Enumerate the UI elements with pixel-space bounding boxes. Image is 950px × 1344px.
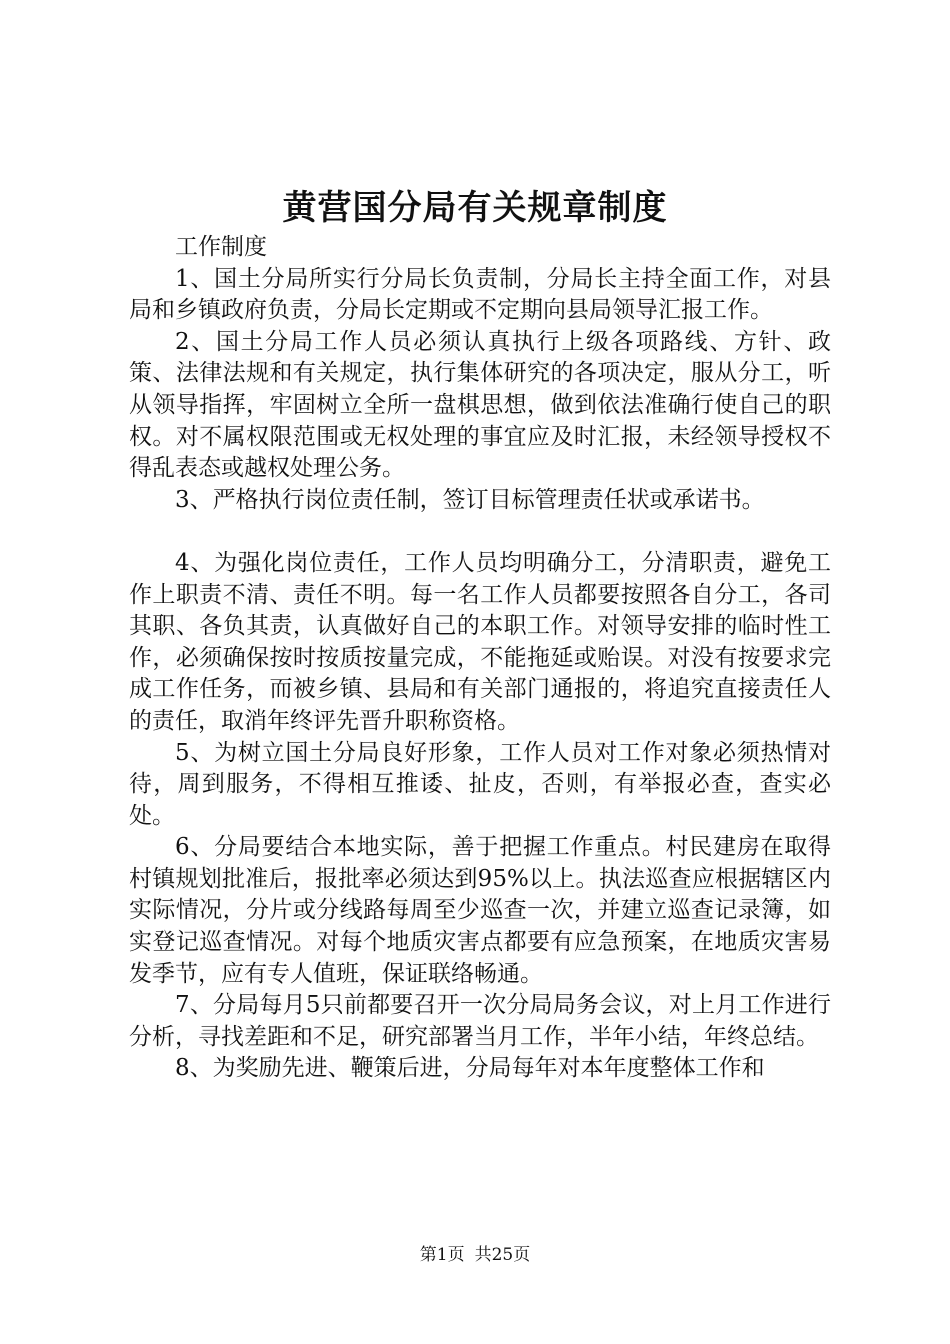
paragraph-6: 6、分局要结合本地实际，善于把握工作重点。村民建房在取得村镇规划批准后，报批率必须达到95%以上。执法巡查应根据辖区内实际情况，分片或分线路每周至少巡查一次，并建立巡查记录簿，如实登记巡查情况。对每个地质灾害点都要有应急预案，在地质灾害易发季节，应有专人值班，保证联络畅通。: [129, 834, 831, 987]
paragraph-4: 4、为强化岗位责任，工作人员均明确分工，分清职责，避免工作上职责不清、责任不明。每一名工作人员都要按照各自分工，各司其职、各负其责，认真做好自己的本职工作。对领导安排的临时性工作，必须确保按时按质按量完成，不能拖延或贻误。对没有按要求完成工作任务，而被乡镇、县局和有关部门通报的，将追究直接责任人的责任，取消年终评先晋升职称资格。: [129, 549, 831, 734]
paragraph-7: 7、分局每月5只前都要召开一次分局局务会议，对上月工作进行分析，寻找差距和不足，研究部署当月工作，半年小结，年终总结。: [129, 992, 831, 1050]
document-body: [129, 232, 831, 1085]
paragraph-2: 2、国土分局工作人员必须认真执行上级各项路线、方针、政策、法律法规和有关规定，执行集体研究的各项决定，服从分工，听从领导指挥，牢固树立全所一盘棋思想，做到依法准确行使自己的职权。对不属权限范围或无权处理的事宜应及时汇报，未经领导授权不得乱表态或越权处理公务。: [129, 328, 831, 482]
paragraph-5: 5、为树立国土分局良好形象，工作人员对工作对象必须热情对待，周到服务，不得相互推诿、扯皮，否则，有举报必查，查实必处。: [129, 739, 831, 829]
document-title: 黄营国分局有关规章制度: [282, 188, 668, 228]
page-number-current: 第1页: [419, 1245, 465, 1265]
paragraph-8: 8、为奖励先进、鞭策后进，分局每年对本年度整体工作和: [175, 1055, 765, 1082]
page-number-total: 共25页: [474, 1245, 531, 1265]
paragraph-1: 1、国土分局所实行分局长负责制，分局长主持全面工作，对县局和乡镇政府负责，分局长定期或不定期向县局领导汇报工作。: [129, 265, 831, 324]
page-footer: [0, 1242, 950, 1268]
section-heading: 工作制度: [175, 234, 267, 260]
paragraph-3: 3、严格执行岗位责任制，签订目标管理责任状或承诺书。: [175, 486, 765, 513]
